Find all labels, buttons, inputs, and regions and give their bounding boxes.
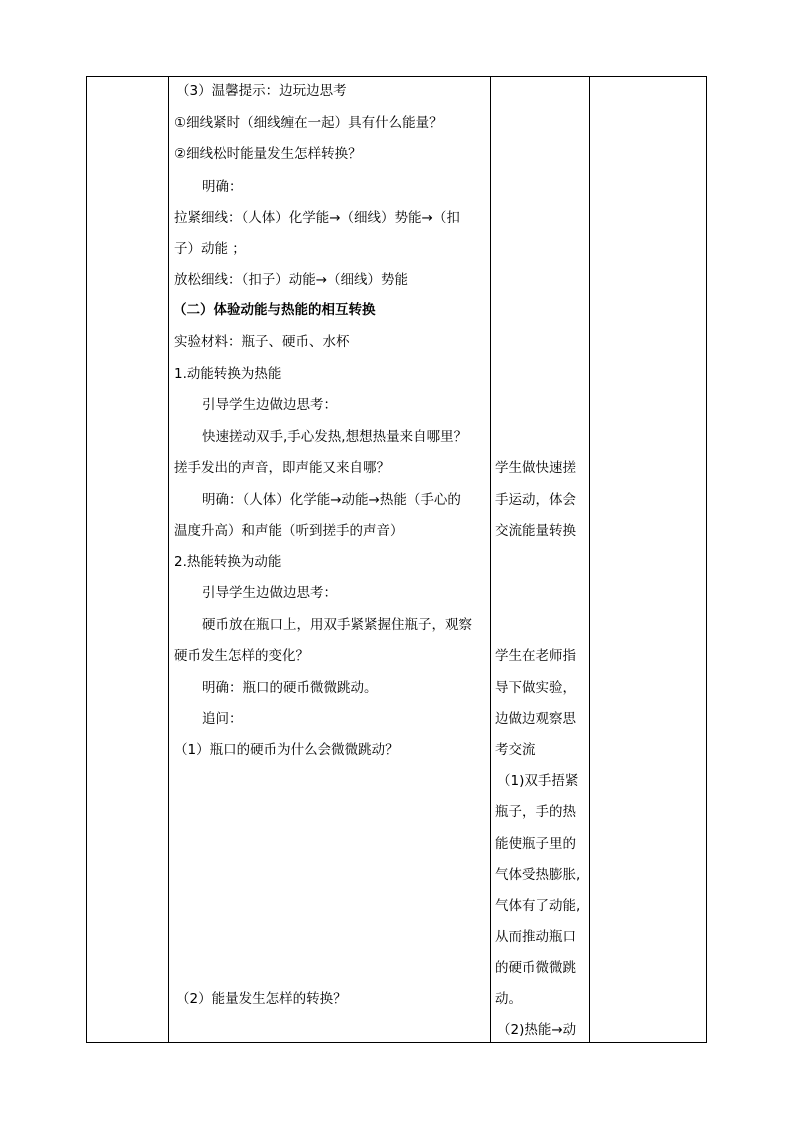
guide-text-2: 引导学生边做边思考： bbox=[202, 585, 337, 601]
subsection-2: 2.热能转换为动能 bbox=[174, 554, 282, 570]
release-thread-text: 放松细线：（扣子）动能→（细线）势能 bbox=[174, 272, 409, 288]
section-heading: （二）体验动能与热能的相互转换 bbox=[173, 302, 376, 318]
coin-instruction-cont: 硬币发生怎样的变化？ bbox=[174, 648, 309, 664]
student-line: 交流能量转换 bbox=[495, 523, 576, 539]
student-line: 考交流 bbox=[495, 742, 536, 758]
student-line: 气体有了动能, bbox=[495, 898, 581, 914]
student-line: 边做边观察思 bbox=[495, 711, 576, 727]
clarify-text-1-cont: 温度升高）和声能（听到搓手的声音） bbox=[174, 523, 404, 539]
guide-text-1: 引导学生边做边思考： bbox=[202, 397, 337, 413]
student-line: 瓶子，手的热 bbox=[495, 804, 576, 820]
student-line: 的硬币微微跳 bbox=[495, 960, 576, 976]
clarify-text-1: 明确：（人体）化学能→动能→热能（手心的 bbox=[202, 492, 461, 508]
student-line: 导下做实验， bbox=[495, 680, 576, 696]
coin-instruction: 硬币放在瓶口上，用双手紧紧握住瓶子，观察 bbox=[202, 617, 472, 633]
sound-question: 搓手发出的声音，即声能又来自哪？ bbox=[174, 460, 390, 476]
student-line: 气体受热膨胀, bbox=[495, 867, 581, 883]
follow-up-label: 追问： bbox=[202, 711, 243, 727]
subsection-1: 1.动能转换为热能 bbox=[174, 366, 282, 382]
clarify-text-2: 明确：瓶口的硬币微微跳动。 bbox=[202, 680, 378, 696]
student-line: （2)热能→动 bbox=[497, 1022, 577, 1038]
pull-thread-text-cont: 子）动能 ； bbox=[174, 241, 246, 257]
student-line: 动。 bbox=[495, 991, 522, 1007]
tip-heading: （3）温馨提示：边玩边思考 bbox=[176, 83, 347, 99]
pull-thread-text: 拉紧细线：（人体）化学能→（细线）势能→（扣 bbox=[174, 210, 460, 226]
question-2: ②细线松时能量发生怎样转换？ bbox=[174, 146, 362, 162]
follow-up-question-2: （2）能量发生怎样的转换？ bbox=[176, 991, 347, 1007]
student-line: 手运动，体会 bbox=[495, 492, 576, 508]
teacher-activity-cell bbox=[169, 77, 490, 1042]
follow-up-question-1: （1）瓶口的硬币为什么会微微跳动？ bbox=[174, 742, 399, 758]
materials-text: 实验材料：瓶子、硬币、水杯 bbox=[174, 334, 350, 350]
student-line: 能使瓶子里的 bbox=[495, 836, 576, 852]
rub-hands-question: 快速搓动双手,手心发热,想想热量来自哪里？ bbox=[202, 429, 468, 445]
student-line: 从而推动瓶口 bbox=[495, 929, 576, 945]
blank-stage-cell bbox=[87, 77, 168, 1042]
student-line: 学生做快速搓 bbox=[495, 460, 576, 476]
clarify-label: 明确： bbox=[202, 179, 243, 195]
student-line: 学生在老师指 bbox=[495, 648, 576, 664]
blank-notes-cell bbox=[590, 77, 706, 1042]
question-1: ①细线紧时（细线缠在一起）具有什么能量？ bbox=[174, 115, 443, 131]
lesson-table bbox=[86, 76, 707, 1043]
student-activity-cell bbox=[491, 77, 589, 1042]
student-line: （1)双手捂紧 bbox=[497, 773, 579, 789]
